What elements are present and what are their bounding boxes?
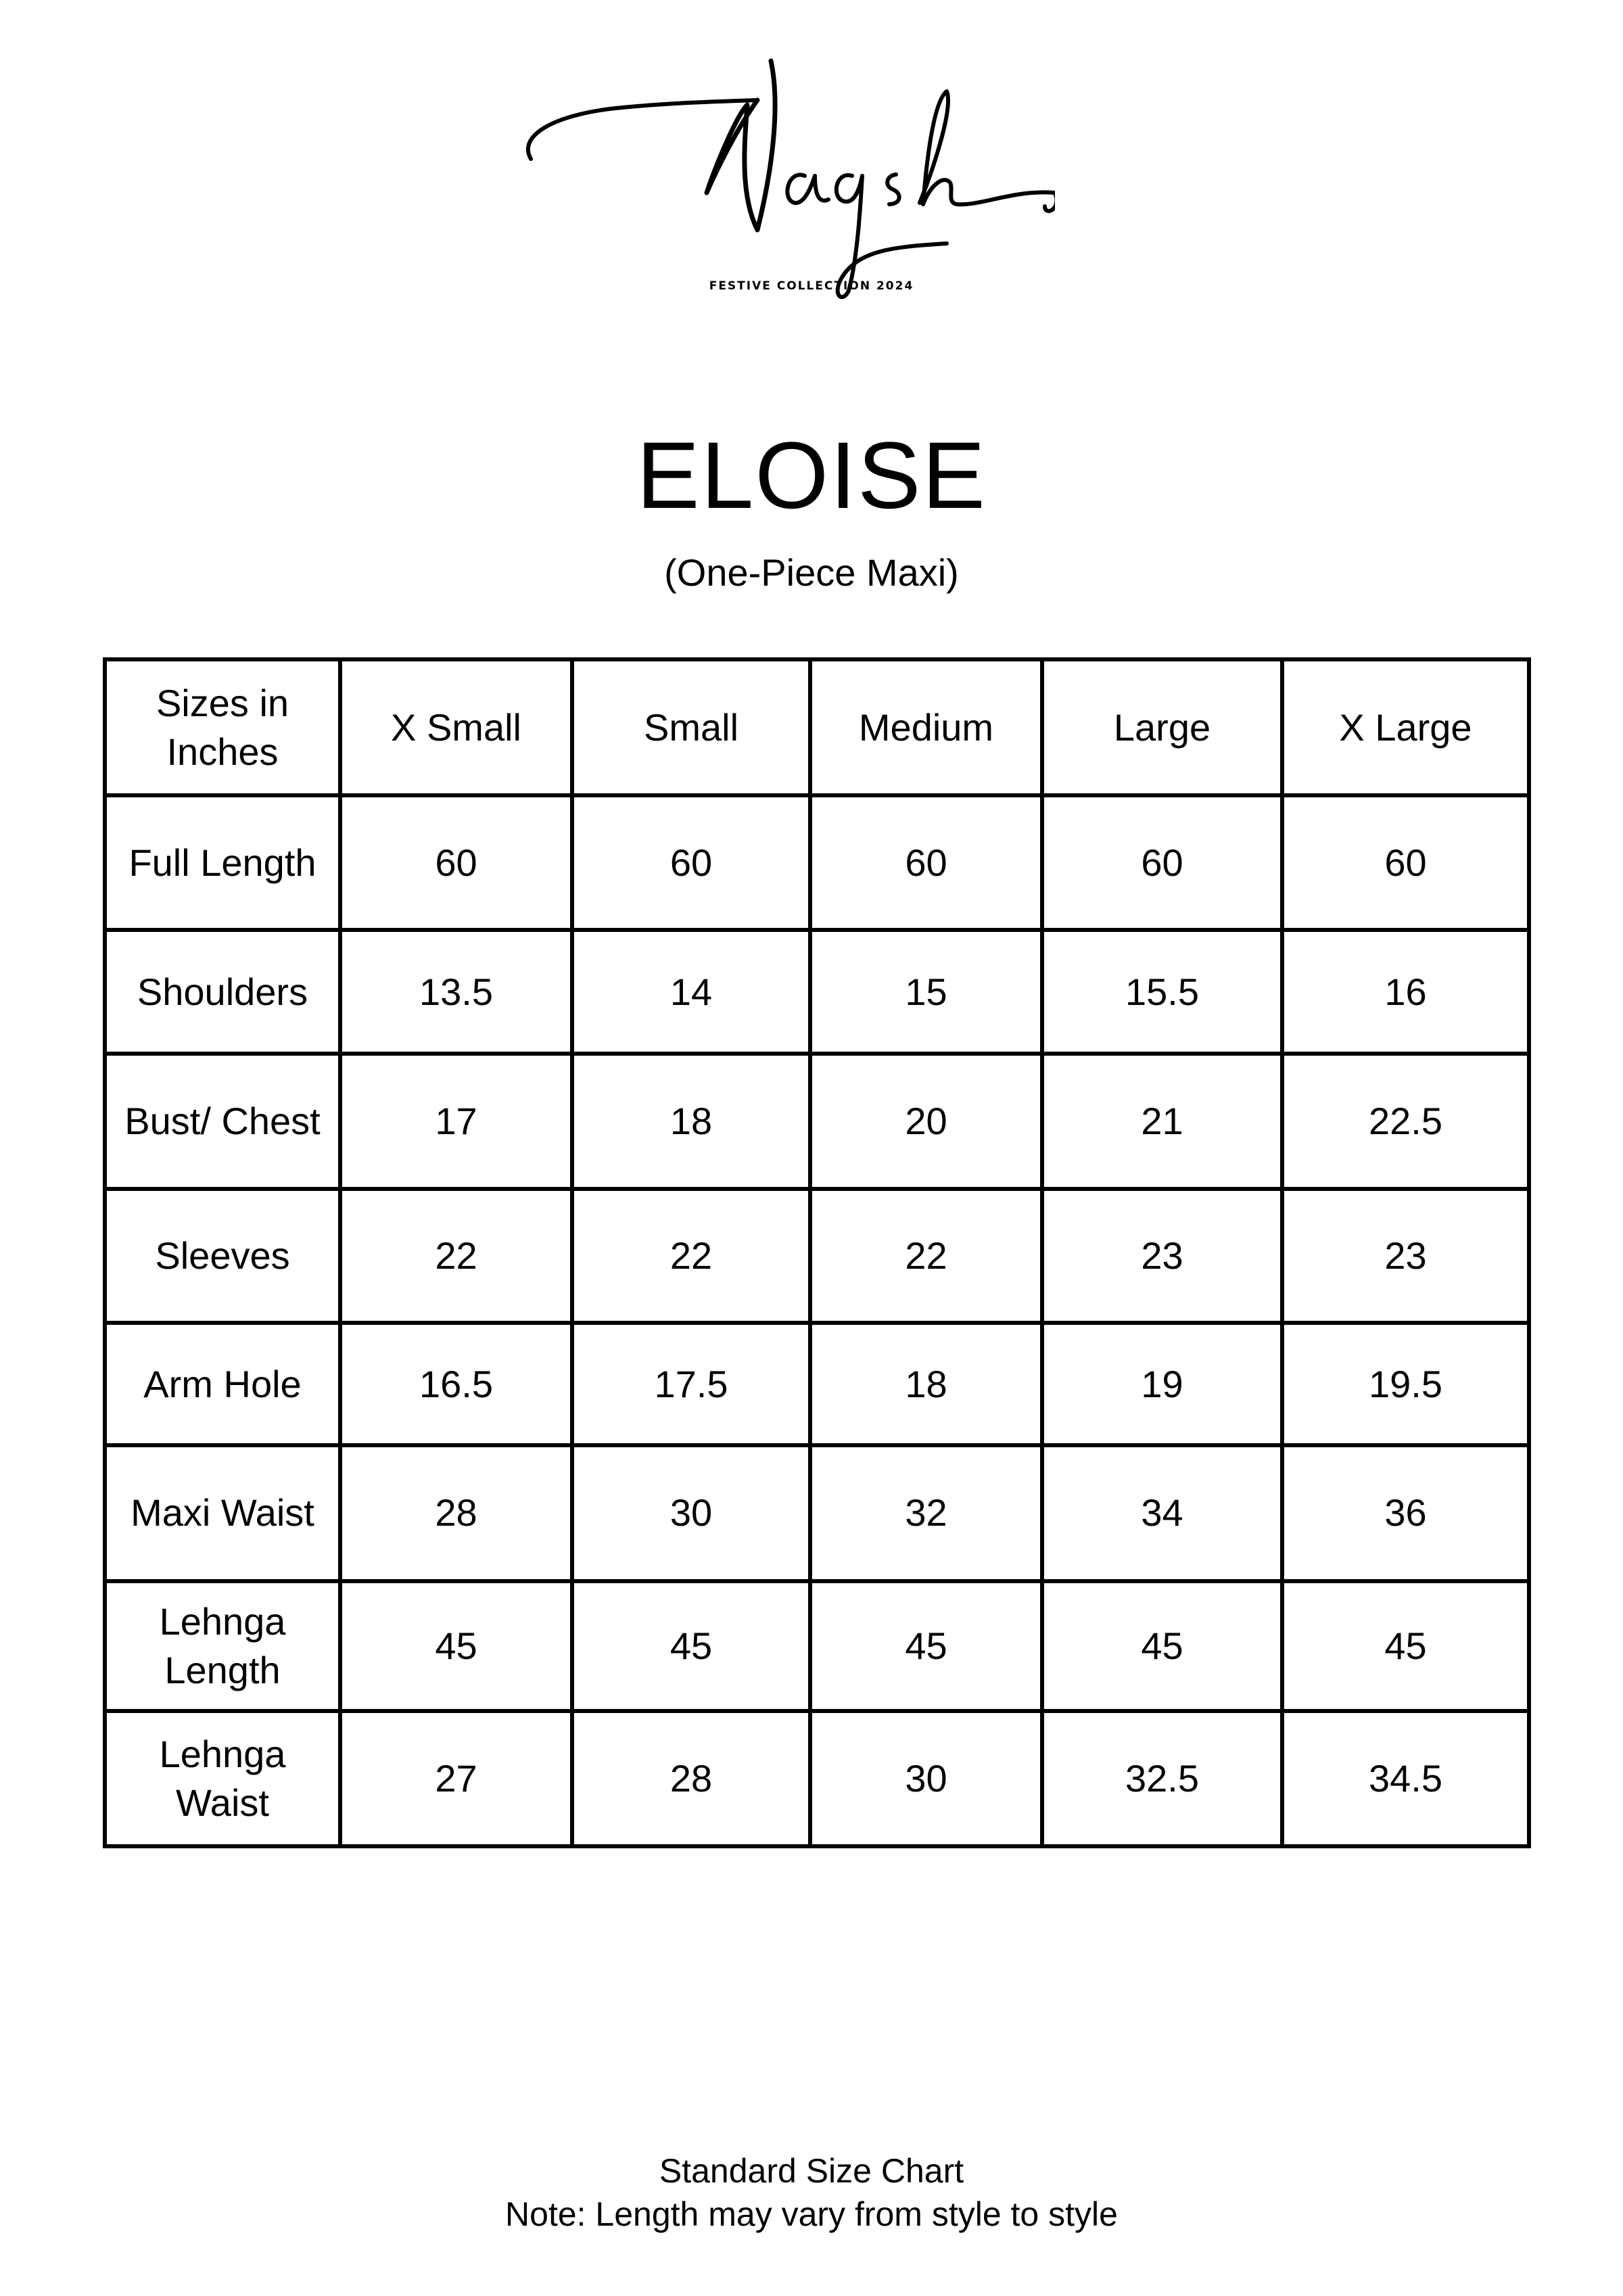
brand-tagline: FESTIVE COLLECTION 2024 [709, 279, 914, 293]
brand-logo [514, 54, 1055, 311]
row-label: Bust/ Chest [105, 1054, 340, 1189]
table-cell: 16 [1282, 930, 1529, 1053]
row-label: Arm Hole [105, 1323, 340, 1445]
table-cell: 15 [810, 930, 1042, 1053]
table-row [105, 795, 1529, 930]
footer-title: Standard Size Chart [659, 2152, 964, 2190]
table-row [105, 1054, 1529, 1189]
header-cell: Medium [810, 659, 1042, 795]
table-cell: 45 [572, 1581, 810, 1711]
table-cell: 60 [1042, 795, 1282, 930]
row-label: Maxi Waist [105, 1445, 340, 1580]
table-cell: 45 [1282, 1581, 1529, 1711]
header-cell: Large [1042, 659, 1282, 795]
table-row [105, 1445, 1529, 1580]
table-cell: 23 [1042, 1189, 1282, 1323]
table-header-row [105, 659, 1529, 795]
table-cell: 28 [340, 1445, 572, 1580]
table-cell: 17 [340, 1054, 572, 1189]
table-cell: 28 [572, 1711, 810, 1846]
header-cell: Small [572, 659, 810, 795]
table-row [105, 1711, 1529, 1846]
table-cell: 27 [340, 1711, 572, 1846]
table-cell: 18 [572, 1054, 810, 1189]
table-cell: 22 [340, 1189, 572, 1323]
table-cell: 45 [340, 1581, 572, 1711]
table-row [105, 1581, 1529, 1711]
row-label: Full Length [105, 795, 340, 930]
table-cell: 36 [1282, 1445, 1529, 1580]
table-row [105, 1189, 1529, 1323]
table-cell: 60 [810, 795, 1042, 930]
header-cell: Sizes in Inches [105, 659, 340, 795]
row-label: Shoulders [105, 930, 340, 1053]
table-row [105, 1323, 1529, 1445]
size-chart-table [103, 657, 1531, 1848]
table-cell: 22 [810, 1189, 1042, 1323]
table-cell: 23 [1282, 1189, 1529, 1323]
table-cell: 19.5 [1282, 1323, 1529, 1445]
footer-note [0, 2149, 1623, 2236]
header-cell: X Small [340, 659, 572, 795]
table-cell: 19 [1042, 1323, 1282, 1445]
row-label: Lehnga Length [105, 1581, 340, 1711]
table-cell: 45 [1042, 1581, 1282, 1711]
table-cell: 30 [810, 1711, 1042, 1846]
table-cell: 32.5 [1042, 1711, 1282, 1846]
table-cell: 18 [810, 1323, 1042, 1445]
table-cell: 60 [1282, 795, 1529, 930]
table-cell: 17.5 [572, 1323, 810, 1445]
product-title: ELOISE [636, 422, 987, 528]
table-cell: 34.5 [1282, 1711, 1529, 1846]
table-cell: 16.5 [340, 1323, 572, 1445]
table-cell: 30 [572, 1445, 810, 1580]
table-cell: 60 [572, 795, 810, 930]
row-label: Lehnga Waist [105, 1711, 340, 1846]
table-cell: 15.5 [1042, 930, 1282, 1053]
table-cell: 14 [572, 930, 810, 1053]
table-cell: 45 [810, 1581, 1042, 1711]
row-label: Sleeves [105, 1189, 340, 1323]
header-cell: X Large [1282, 659, 1529, 795]
footer-note-text: Note: Length may vary from style to style [505, 2195, 1118, 2233]
product-subtitle: (One-Piece Maxi) [664, 551, 959, 594]
table-cell: 22.5 [1282, 1054, 1529, 1189]
table-cell: 60 [340, 795, 572, 930]
table-cell: 22 [572, 1189, 810, 1323]
table-cell: 32 [810, 1445, 1042, 1580]
table-row [105, 930, 1529, 1053]
table-cell: 13.5 [340, 930, 572, 1053]
table-cell: 20 [810, 1054, 1042, 1189]
table-cell: 21 [1042, 1054, 1282, 1189]
table-cell: 34 [1042, 1445, 1282, 1580]
naqsh-script-logo-icon [514, 54, 1055, 311]
